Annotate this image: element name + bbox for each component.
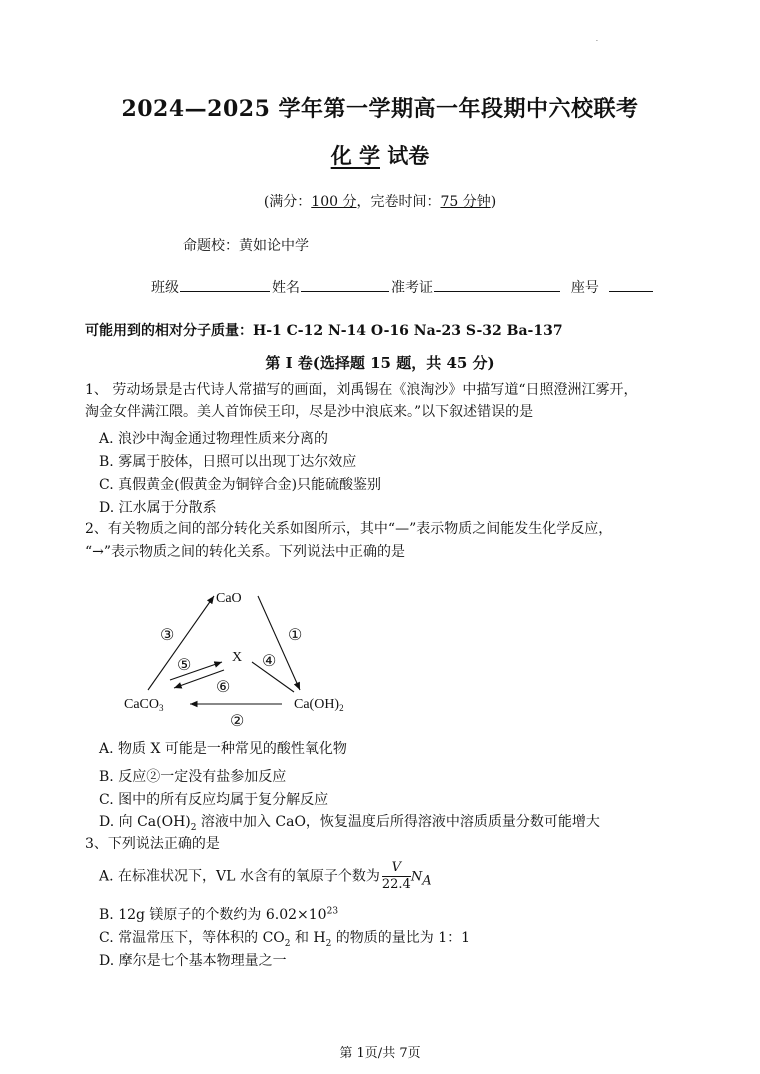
subject-tail: 试卷 [380, 143, 430, 168]
q1-option-d: D. 江水属于分散系 [99, 500, 217, 516]
q3-option-b: B. 12g 镁原子的个数约为 $6.02\times 10^{23}$ [99, 906, 339, 923]
q3-option-d: D. 摩尔是七个基本物理量之一 [99, 953, 287, 969]
exam-meta [0, 191, 760, 211]
seat-label: 座号 [570, 280, 599, 296]
setter-school: 命题校：黄如论中学 [183, 238, 309, 254]
q1-option-a: A. 浪沙中淘金通过物理性质来分离的 [99, 431, 329, 447]
q3-option-c: C. 常温常压下，等体积的 $CO_2$ 和 $H_2$ 的物质的量比为 1：1 [99, 930, 471, 949]
q2-stem-line2: “→”表示物质之间的转化关系。下列说法中正确的是 [85, 544, 406, 560]
q2-option-c: C. 图中的所有反应均属于复分解反应 [99, 792, 329, 808]
seat-blank [609, 277, 653, 292]
stray-dot: · [596, 38, 598, 45]
q3-option-a: A. 在标准状况下，VL 水含有的氧原子个数为 $\frac{V}{22.4}$ $N_A$ [99, 860, 432, 892]
subject-name: 化 学 [330, 143, 380, 168]
relative-masses: 可能用到的相对分子质量：H-1 C-12 N-14 O-16 Na-23 S-32 Ba-137 [85, 323, 563, 339]
q1-option-b: B. 雾属于胶体，日照可以出现丁达尔效应 [99, 454, 357, 470]
label-reaction-5: ⑤ [177, 657, 192, 674]
class-blank [180, 277, 270, 292]
q1-option-c: C. 真假黄金(假黄金为铜锌合金)只能硫酸鉴别 [99, 477, 382, 493]
meta-suffix: ) [490, 194, 497, 210]
q2-option-d: D. 向 $Ca(OH)_2$ 溶液中加入 CaO，恢复温度后所得溶液中溶质质量分数可能增大 [99, 814, 600, 833]
q1-stem-line2: 淘金女伴满江隈。美人首饰侯王印，尽是沙中浪底来。”以下叙述错误的是 [85, 404, 534, 420]
label-reaction-1: ① [288, 627, 303, 644]
full-score: 100 分 [311, 194, 357, 210]
meta-mid: ，完卷时间： [356, 194, 441, 210]
label-reaction-3: ③ [160, 627, 175, 644]
exam-no-blank [434, 277, 560, 292]
label-reaction-6: ⑥ [216, 679, 231, 696]
q2-option-a: A. 物质 X 可能是一种常见的酸性氧化物 [99, 741, 347, 757]
name-blank [301, 277, 389, 292]
label-reaction-4: ④ [262, 653, 277, 670]
conversion-diagram [110, 580, 380, 730]
node-cao: CaO [216, 591, 242, 606]
student-fields [151, 277, 655, 297]
node-x: X [232, 650, 243, 665]
page-number: 第 1页/共 7页 [339, 1046, 421, 1061]
exam-subtitle [0, 140, 760, 170]
node-caoh2: $Ca(OH)_2$ [294, 697, 344, 713]
exam-duration: 75 分钟 [440, 194, 491, 210]
name-label: 姓名 [272, 280, 300, 296]
fraction-v-over-22-4: $\frac{V}{22.4}$ [381, 860, 411, 892]
exam-title: 2024—2025 学年第一学期高一年段期中六校联考 [121, 96, 639, 122]
exam-no-label: 准考证 [391, 280, 433, 296]
label-reaction-2: ② [230, 713, 245, 730]
class-label: 班级 [151, 280, 179, 296]
meta-prefix: (满分： [263, 194, 312, 210]
node-caco3: CaCO$_3$ [124, 697, 164, 713]
q3-stem: 3、下列说法正确的是 [85, 836, 220, 852]
section-heading: 第 I 卷(选择题 15 题，共 45 分) [265, 354, 495, 372]
q2-option-b: B. 反应②一定没有盐参加反应 [99, 769, 287, 785]
q1-stem-line1: 1、 劳动场景是古代诗人常描写的画面，刘禹锡在《浪淘沙》中描写道“日照澄洲江雾开， [85, 382, 638, 398]
q2-stem-line1: 2、有关物质之间的部分转化关系如图所示，其中“—”表示物质之间能发生化学反应， [85, 521, 613, 537]
